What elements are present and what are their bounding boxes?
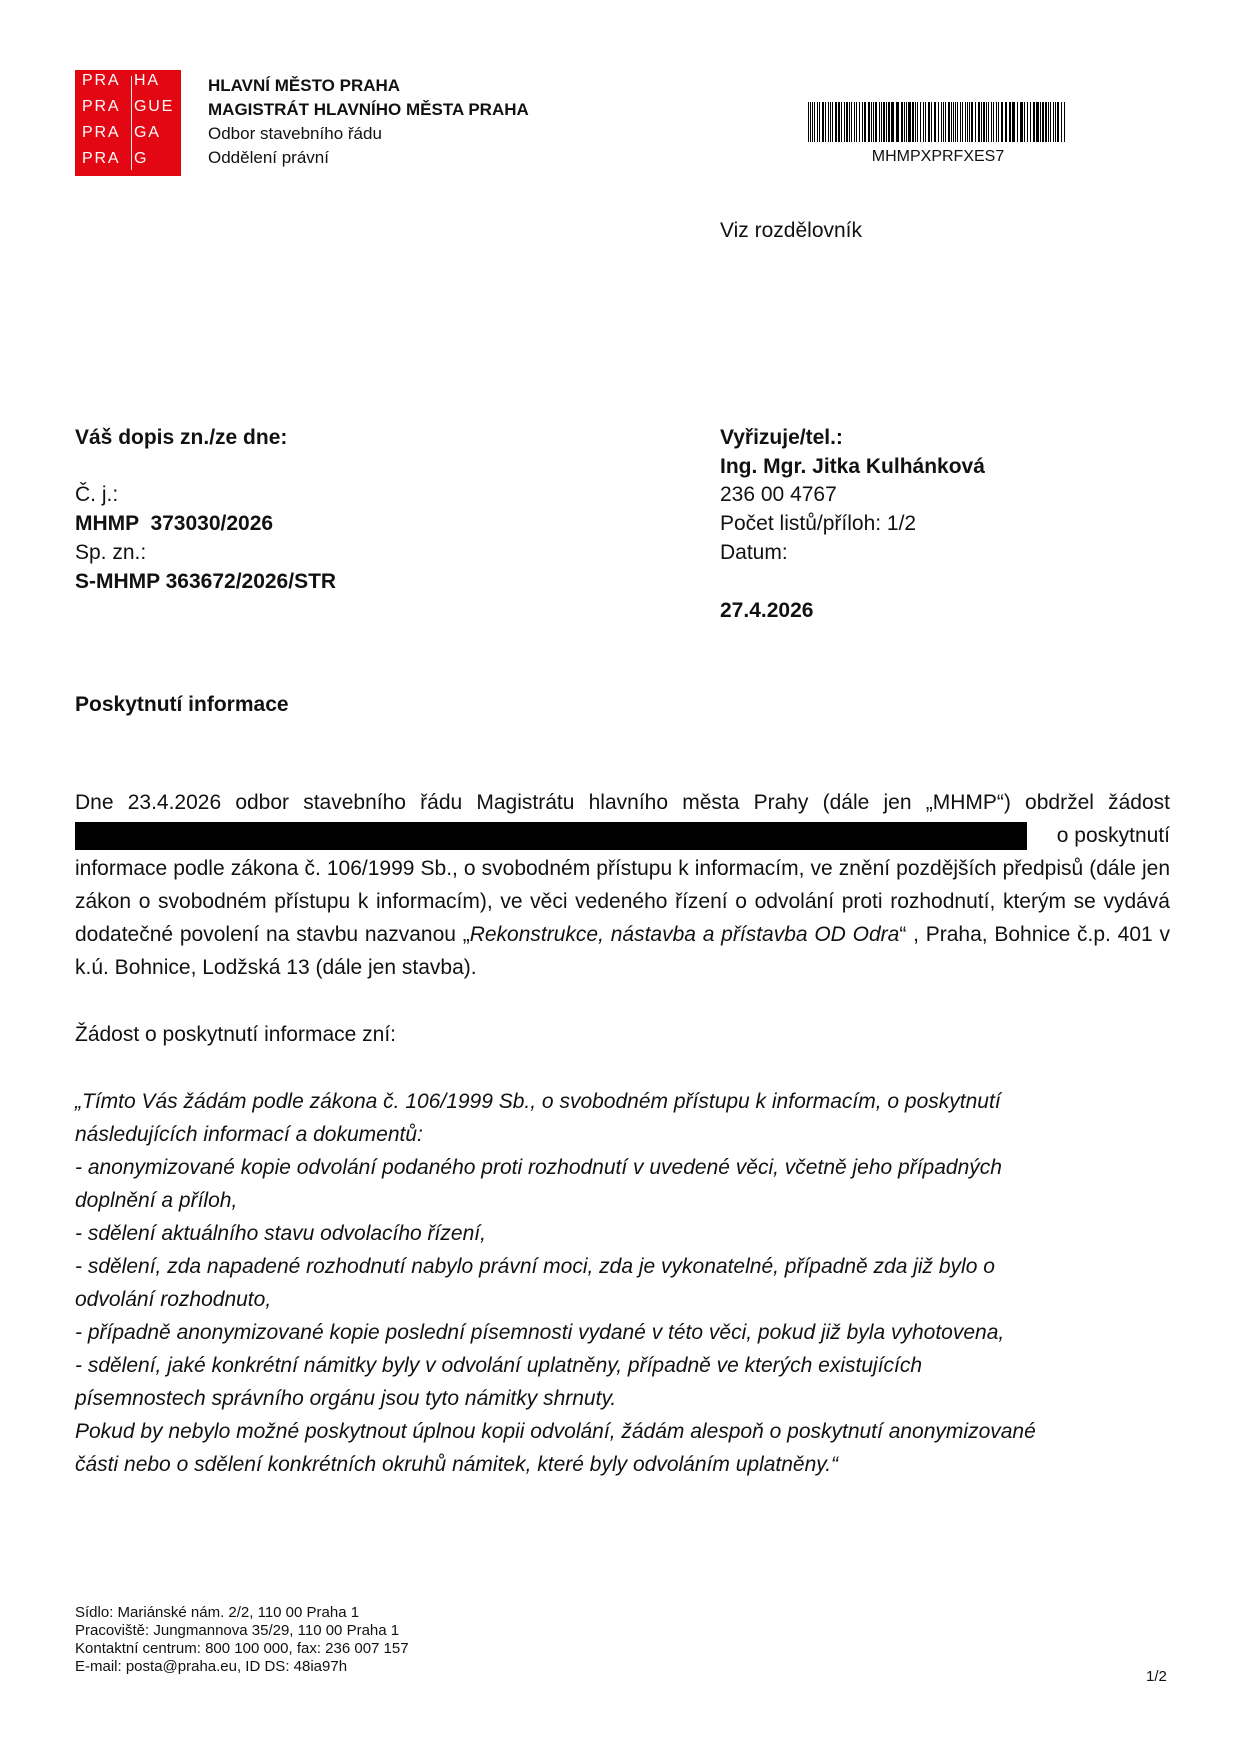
barcode-bar [948,102,950,142]
request-intro: Žádost o poskytnutí informace zní: [75,1023,396,1046]
quote-line: doplnění a příloh, [75,1189,238,1212]
barcode-bar [996,102,997,142]
barcode-bar [1055,102,1056,142]
barcode-bar [975,102,976,142]
barcode-bar [832,102,833,142]
barcode-bar [1048,102,1049,142]
barcode-bar [1061,102,1062,142]
header-section: Oddělení právní [208,148,329,167]
barcode-bar [967,102,968,142]
barcode-bar [812,102,813,142]
barcode-bar [1017,102,1018,142]
cj-value: MHMP 373030/2026 [75,512,274,535]
paragraph-line [75,819,1170,852]
barcode-bar [868,102,870,142]
barcode-bar [978,102,980,142]
quote-line: - případně anonymizované kopie poslední písemnosti vydané v této věci, pokud již byla vyhotovena, [75,1321,1005,1344]
barcode-bar [901,102,903,142]
barcode-bar [971,102,973,142]
barcode-bar [962,102,963,142]
cj-label: Č. j.: [75,483,119,506]
barcode-bar [934,102,936,142]
barcode-bar [998,102,999,142]
barcode-bar [828,102,829,142]
barcode-bar [875,102,877,142]
barcode-bar [859,102,860,142]
barcode-bar [951,102,952,142]
quote-line: následujících informací a dokumentů: [75,1123,423,1146]
logo-row [75,148,181,175]
barcode-bar [835,102,837,142]
barcode-bar [1057,102,1059,142]
barcode-bar [1036,102,1039,142]
institution-header [208,74,529,170]
footer-seat: Sídlo: Mariánské nám. 2/2, 110 00 Praha 1 [75,1604,360,1621]
barcode-bar [1064,102,1065,142]
barcode-bar [955,102,956,142]
barcode-bar [810,102,811,142]
paragraph-line: Dne 23.4.2026 odbor stavebního řádu Magistrátu hlavního města Prahy (dále jen „MHMP“) obdržel žádost [75,791,1170,814]
barcode-bar [830,102,831,142]
footer-contact: Kontaktní centrum: 800 100 000, fax: 236 007 157 [75,1640,409,1657]
barcode-bar [928,102,930,142]
logo-text: GA [134,124,161,141]
barcode-bar [945,102,946,142]
footer-workplace: Pracoviště: Jungmannova 35/29, 110 00 Praha 1 [75,1622,400,1639]
barcode-bar [888,102,890,142]
barcode-bar [931,102,932,142]
barcode-bar [896,102,899,142]
barcode-bar [891,102,894,142]
barcode-bar [993,102,994,142]
barcode-bar [941,102,942,142]
barcode-bar [808,102,809,142]
barcode-bar [1053,102,1054,142]
barcode-bar [841,102,842,142]
quote-line: písemnostech správního orgánu jsou tyto námitky shrnuty. [75,1387,617,1410]
barcode-bar [873,102,874,142]
barcode-bar [849,102,850,142]
barcode-bar [851,102,852,142]
barcode-bar [920,102,921,142]
quote-line: - anonymizované kopie odvolání podaného proti rozhodnutí v uvedené věci, včetně jeho případných [75,1156,1002,1179]
subject-heading: Poskytnutí informace [75,693,289,716]
barcode-bar [1024,102,1025,142]
barcode-bar [906,102,907,142]
logo-text: PRA [82,98,121,115]
barcode-bar [988,102,989,142]
barcode-bar [912,102,914,142]
barcode-bar [1050,102,1051,142]
barcode-bar [838,102,840,142]
barcode-bar [1009,102,1011,142]
barcode-bar [908,102,911,142]
barcode-bar [960,102,961,142]
barcode-bar [1012,102,1015,142]
recipient: Viz rozdělovník [720,219,863,242]
barcode-bar [986,102,987,142]
quote-line: - sdělení, zda napadené rozhodnutí nabylo právní moci, zda je vykonatelné, případně zda již bylo o [75,1255,995,1278]
quote-line: části nebo o sdělení konkrétních okruhů námitek, které byly odvoláním uplatněny.“ [75,1453,839,1476]
footer-email: E-mail: posta@praha.eu, ID DS: 48ia97h [75,1658,348,1675]
footer-address [75,1604,409,1676]
barcode-bar [822,102,824,142]
barcode-bar [983,102,985,142]
logo-row [75,96,181,123]
barcode-bar [1045,102,1047,142]
page-number: 1/2 [1146,1668,1167,1685]
barcode-bar [864,102,866,142]
logo-text: PRA [82,72,121,89]
header-department: Odbor stavebního řádu [208,124,382,143]
letter-ref-label: Váš dopis zn./ze dne: [75,426,288,449]
barcode-bar [856,102,857,142]
barcode-bar [879,102,880,142]
logo-text: PRA [82,124,121,141]
barcode-bar [825,102,826,142]
barcode-bar [871,102,872,142]
body-paragraph [75,786,1170,984]
logo-row [75,122,181,149]
quote-line: - sdělení aktuálního stavu odvolacího řízení, [75,1222,486,1245]
barcode-bar [1040,102,1041,142]
barcode-bar [904,102,905,142]
handler-name: Ing. Mgr. Jitka Kulhánková [720,455,985,478]
date-value: 27.4.2026 [720,599,814,622]
quote-line: odvolání rozhodnuto, [75,1288,272,1311]
logo-text: HA [134,72,160,89]
handler-phone: 236 00 4767 [720,483,837,506]
barcode-bar [981,102,982,142]
barcode-bar [1033,102,1035,142]
spzn-label: Sp. zn.: [75,541,147,564]
barcode-bar [965,102,966,142]
logo-text: GUE [134,98,175,115]
barcode-bar [969,102,970,142]
barcode-bar [881,102,882,142]
barcode-bar [925,102,926,142]
quote-line: „Tímto Vás žádám podle zákona č. 106/1999 Sb., o svobodném přístupu k informacím, o poskytnutí [75,1090,1001,1113]
barcode-bar [883,102,885,142]
barcode-bar [1027,102,1028,142]
barcode-bar [1005,102,1007,142]
logo-text: PRA [82,150,121,167]
redaction-bar [75,822,1027,850]
barcode-bar [846,102,848,142]
barcode-bar [917,102,918,142]
handler-label: Vyřizuje/tel.: [720,426,843,449]
barcode-image [808,102,1068,142]
quote-line: Pokud by nebylo možné poskytnout úplnou kopii odvolání, žádám alespoň o poskytnutí anonymizované [75,1420,1036,1443]
barcode-bar [991,102,992,142]
date-label: Datum: [720,541,788,564]
paragraph-text-block [75,852,1170,984]
barcode-bar [862,102,863,142]
barcode-bar [1042,102,1044,142]
barcode-bar [854,102,855,142]
quote-line: - sdělení, jaké konkrétní námitky byly v odvolání uplatněny, případně ve kterých existujících [75,1354,923,1377]
paragraph-text: “ , Praha, Bohnice č.p. 401 v k.ú. Bohnice, Lodžská 13 (dále jen stavba). [75,923,1170,979]
logo-text: G [134,150,149,167]
barcode-bar [915,102,916,142]
barcode-text: MHMPXPRFXES7 [871,148,1005,165]
barcode-bar [844,102,845,142]
barcode-bar [886,102,887,142]
praha-logo [75,70,181,176]
barcode-bar [923,102,924,142]
paragraph-text: o poskytnutí [1056,824,1170,847]
barcode-bar [953,102,954,142]
barcode-bar [817,102,818,142]
paragraph-text: informace podle zákona č. 106/1999 Sb., o svobodném přístupu k informacím, ve znění pozdějších předpisů (dále jen zákon o svobodném přístupu k informacím), ve věci vedeného řízení o odvolání proti rozhodnutí, kterým se vydává dodatečné povolení na stavbu nazvanou „ [75,857,1170,946]
barcode-bar [814,102,815,142]
barcode-bar [957,102,958,142]
barcode-bar [1020,102,1023,142]
barcode-bar [1030,102,1031,142]
logo-row [75,70,181,97]
spzn-value: S-MHMP 363672/2026/STR [75,570,337,593]
page-count: Počet listů/příloh: 1/2 [720,512,917,535]
barcode-bar [943,102,944,142]
barcode-bar [819,102,820,142]
barcode-bar [1001,102,1003,142]
header-city: HLAVNÍ MĚSTO PRAHA [208,76,401,95]
header-magistrate: MAGISTRÁT HLAVNÍHO MĚSTA PRAHA [208,100,529,119]
barcode-bar [938,102,939,142]
building-name: Rekonstrukce, nástavba a přístavba OD Odra [469,923,900,946]
request-quote [75,1085,1170,1481]
